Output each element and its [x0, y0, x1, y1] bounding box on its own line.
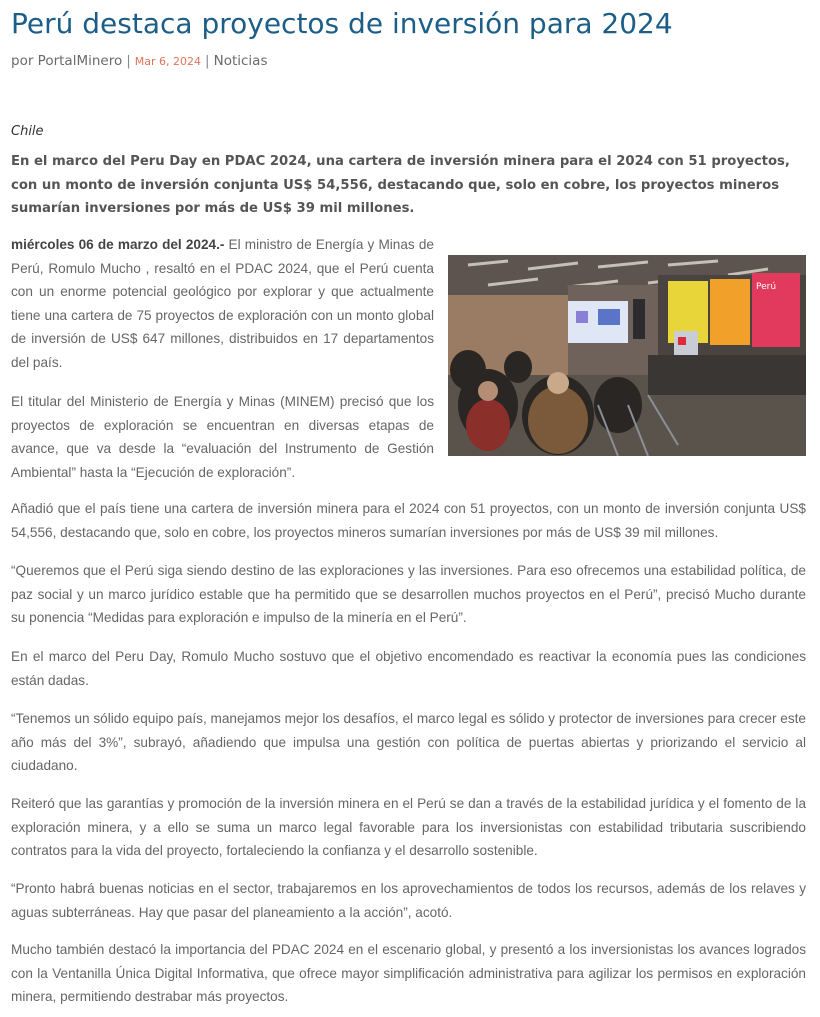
conference-photo-image	[448, 255, 806, 456]
paragraph-6: “Tenemos un sólido equipo país, manejamos mejor los desafíos, el marco legal es sólido y protector de inversiones para crecer este año más del 3%”, subrayó, añadiendo que impulsa una gestión con política de puertas abiertas y priorizando el servicio al ciudadano.	[11, 711, 806, 774]
category-link[interactable]: Noticias	[213, 53, 268, 69]
paragraph-9: Mucho también destacó la importancia del PDAC 2024 en el escenario global, y presentó a los inversionistas los avances logrados con la Ventanilla Única Digital Informativa, que ofrece mayor simplificación administrativa para agilizar los permisos en exploración minera, permitiendo destrabar más proyectos.	[11, 942, 806, 1005]
publish-date: Mar 6, 2024	[134, 55, 202, 68]
meta-separator: |	[126, 53, 131, 69]
paragraph-7: Reiteró que las garantías y promoción de la inversión minera en el Perú se dan a través de la estabilidad jurídica y el fomento de la exploración minera, y a ello se suma un marco legal favorable para los inversionistas con estabilidad tributaria suscribiendo contratos para la vida del proyecto, fortaleciendo la confianza y el desarrollo sostenible.	[11, 796, 806, 859]
conference-photo	[448, 255, 806, 456]
banner-text: Perú	[756, 282, 777, 292]
paragraph-3: Añadió que el país tiene una cartera de inversión minera para el 2024 con 51 proyectos, con un monto de inversión conjunta US$ 54,556, destacando que, solo en cobre, los proyectos mineros sumarían inversiones por más de US$ 39 mil millones.	[11, 501, 806, 540]
author-byline: por PortalMinero	[11, 53, 123, 69]
paragraph-4: “Queremos que el Perú siga siendo destino de las exploraciones y las inversiones. Para eso ofrecemos una estabilidad política, de paz social y un marco jurídico estable que ha permitido que se desarrollen muchos proyectos en el Perú”, precisó Mucho durante su ponencia “Medidas para exploración e impulso de la minería en el Perú”.	[11, 563, 806, 626]
article-title: Perú destaca proyectos de inversión para 2024	[11, 7, 673, 40]
paragraph-1	[11, 233, 434, 375]
paragraph-2: El titular del Ministerio de Energía y Minas (MINEM) precisó que los proyectos de exploración se encuentran en diversas etapas de avance, que va desde la “evaluación del Instrumento de Gestión Ambiental” hasta la “Ejecución de exploración”.	[11, 394, 434, 480]
location-label: Chile	[11, 124, 44, 139]
article-meta	[11, 51, 268, 72]
dateline: miércoles 06 de marzo del 2024.-	[11, 237, 225, 252]
paragraph-5: En el marco del Peru Day, Romulo Mucho sostuvo que el objetivo encomendado es reactivar la economía pues las condiciones están dadas.	[11, 649, 806, 688]
lead-paragraph: En el marco del Peru Day en PDAC 2024, una cartera de inversión minera para el 2024 con 51 proyectos, con un monto de inversión conjunta US$ 54,556, destacando que, solo en cobre, los proyectos mineros sumarían inversiones por más de US$ 39 mil millones.	[11, 154, 790, 216]
paragraph-1-text: El ministro de Energía y Minas de Perú, Romulo Mucho , resaltó en el PDAC 2024, que el Perú cuenta con un enorme potencial geológico por explorar y que actualmente tiene una cartera de 75 proyectos de exploración con un monto global de inversión de US$ 647 millones, distribuidos en 17 departamentos del país.	[11, 237, 434, 370]
meta-separator: |	[205, 53, 210, 69]
paragraph-8: “Pronto habrá buenas noticias en el sector, trabajaremos en los aprovechamientos de todos los recursos, además de los relaves y aguas subterráneas. Hay que pasar del planeamiento a la acción”, acotó.	[11, 881, 806, 920]
